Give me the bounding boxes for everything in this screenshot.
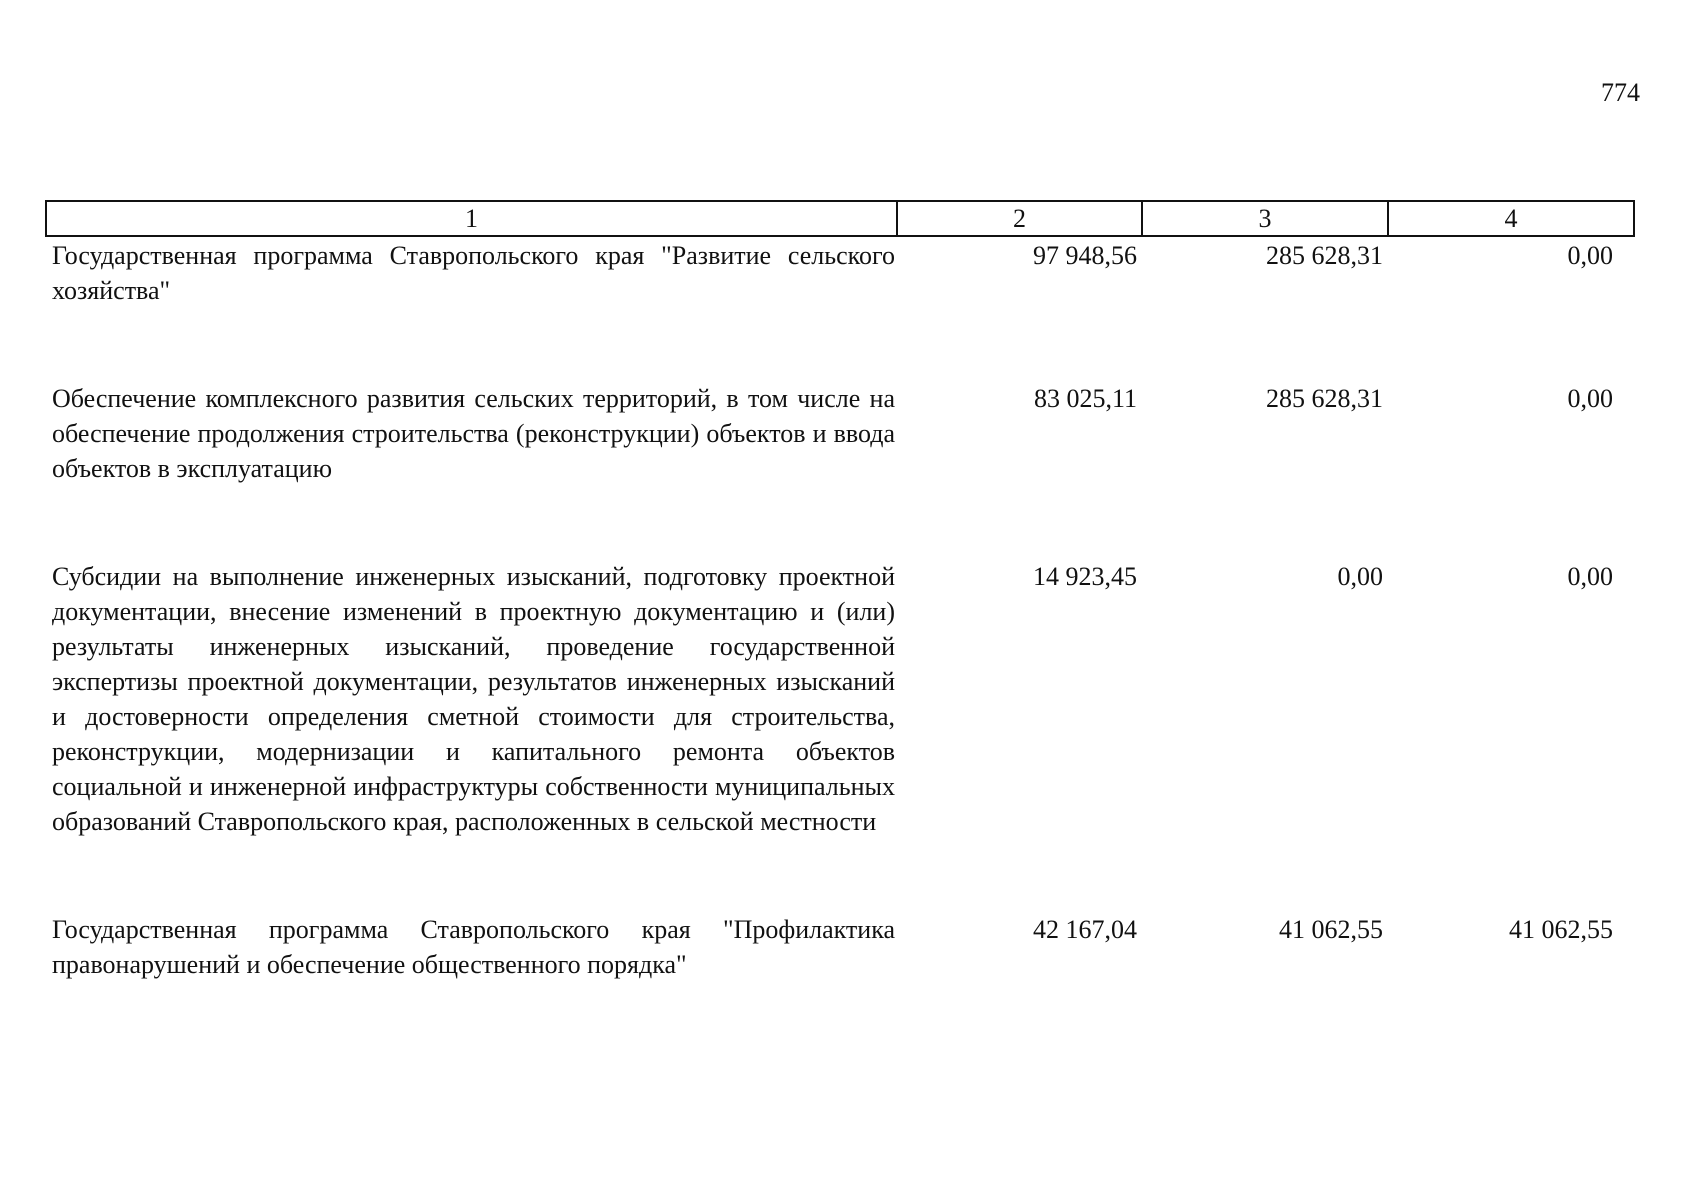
- column-header-4: 4: [1388, 201, 1634, 236]
- row-description: Субсидии на выполнение инженерных изысканий, подготовку проектной документации, внесение изменений в проектную документацию и (или) результаты инженерных изысканий, проведение государственной экспертизы проектной документации, результатов инженерных изысканий и достоверности определения сметной стоимости для строительства, реконструкции, модернизации и капитального ремонта объектов социальной и инженерной инфраструктуры собственности муниципальных образований Ставропольского края, расположенных в сельской местности: [52, 562, 895, 836]
- row-description: Государственная программа Ставропольского края "Профилактика правонарушений и обеспечение общественного порядка": [52, 915, 895, 979]
- table-row: [46, 558, 1634, 911]
- row-value-col4: 0,00: [1567, 241, 1613, 270]
- budget-table: [45, 200, 1635, 982]
- column-header-2: 2: [897, 201, 1142, 236]
- row-value-col3: 285 628,31: [1266, 241, 1383, 270]
- table-header: [46, 201, 1634, 236]
- row-description: Обеспечение комплексного развития сельских территорий, в том числе на обеспечение продолжения строительства (реконструкции) объектов и ввода объектов в эксплуатацию: [52, 384, 895, 483]
- row-value-col2: 42 167,04: [1033, 915, 1137, 944]
- row-value-col4: 41 062,55: [1509, 915, 1613, 944]
- table-body: [46, 236, 1634, 982]
- column-header-3: 3: [1142, 201, 1388, 236]
- row-value-col2: 14 923,45: [1033, 562, 1137, 591]
- row-value-col2: 97 948,56: [1033, 241, 1137, 270]
- row-value-col4: 0,00: [1567, 562, 1613, 591]
- column-header-1: 1: [46, 201, 897, 236]
- table-row: [46, 236, 1634, 380]
- row-value-col3: 0,00: [1337, 562, 1383, 591]
- table-row: [46, 911, 1634, 982]
- row-value-col4: 0,00: [1567, 384, 1613, 413]
- header-row: [46, 201, 1634, 236]
- row-value-col3: 41 062,55: [1279, 915, 1383, 944]
- table-row: [46, 380, 1634, 558]
- row-description: Государственная программа Ставропольского края "Развитие сельского хозяйства": [52, 241, 895, 305]
- row-value-col2: 83 025,11: [1033, 384, 1137, 413]
- row-value-col3: 285 628,31: [1266, 384, 1383, 413]
- page-number: 774: [1601, 78, 1640, 107]
